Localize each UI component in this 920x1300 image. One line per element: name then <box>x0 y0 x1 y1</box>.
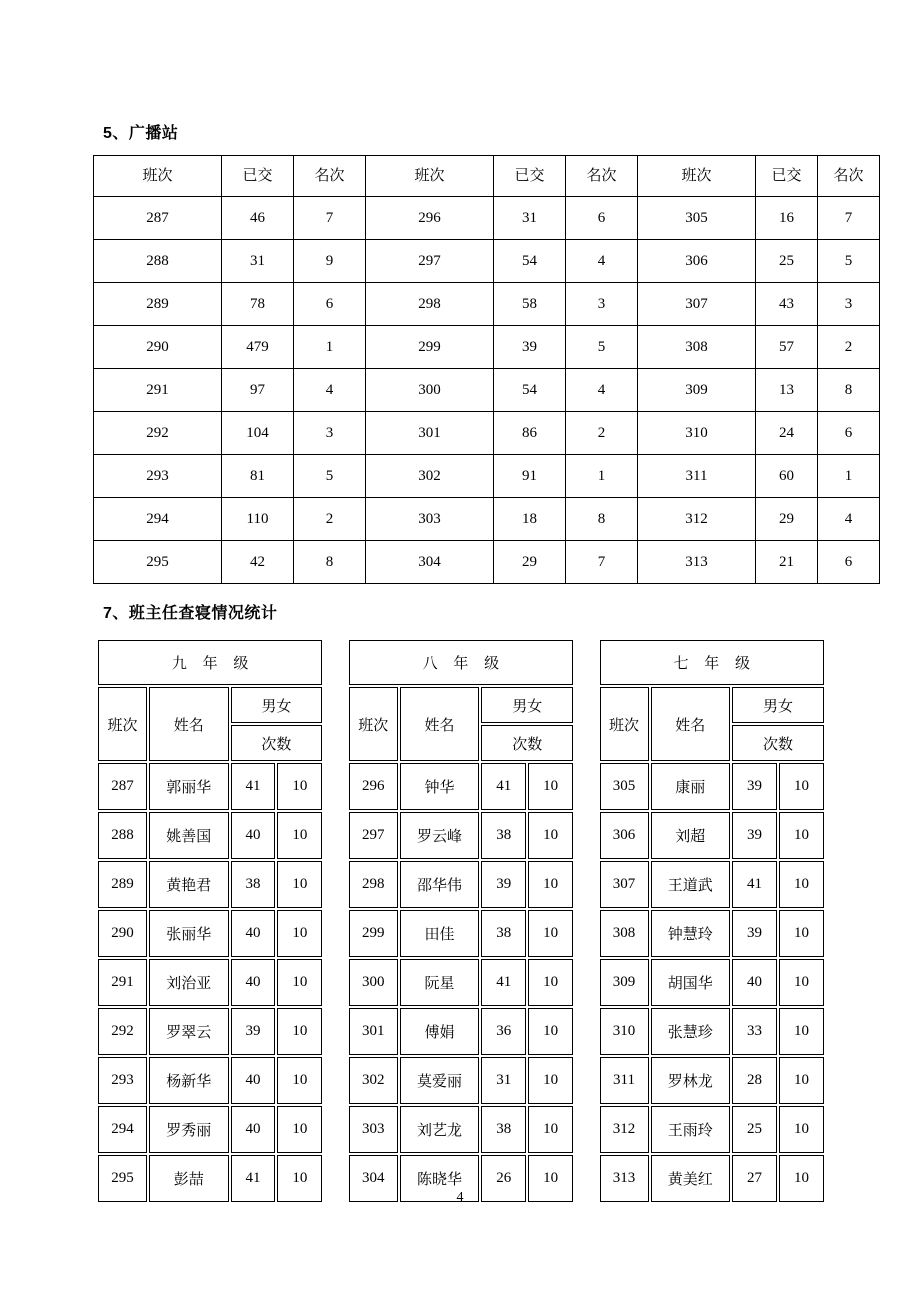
broadcast-cell: 4 <box>566 369 638 412</box>
grade-title: 七 年 级 <box>600 640 824 685</box>
dorm-cell: 39 <box>231 1008 276 1055</box>
dorm-cell: 张丽华 <box>149 910 229 957</box>
dorm-cell: 39 <box>481 861 526 908</box>
broadcast-cell: 1 <box>566 455 638 498</box>
dorm-cell: 305 <box>600 763 649 810</box>
broadcast-cell: 54 <box>494 240 566 283</box>
broadcast-cell: 4 <box>818 498 880 541</box>
dorm-cell: 309 <box>600 959 649 1006</box>
dorm-cell: 40 <box>732 959 777 1006</box>
broadcast-cell: 7 <box>566 541 638 584</box>
broadcast-cell: 6 <box>294 283 366 326</box>
dorm-cell: 罗翠云 <box>149 1008 229 1055</box>
dorm-cell: 10 <box>528 763 573 810</box>
table-row <box>94 541 880 584</box>
dorm-cell: 康丽 <box>651 763 731 810</box>
broadcast-cell: 57 <box>756 326 818 369</box>
table-group-gap <box>575 687 597 761</box>
broadcast-cell: 110 <box>222 498 294 541</box>
broadcast-cell: 7 <box>818 197 880 240</box>
table-group-gap <box>575 1106 597 1153</box>
dorm-cell: 10 <box>779 1008 824 1055</box>
table-group-gap <box>575 812 597 859</box>
header-class-no: 班次 <box>600 687 649 761</box>
header-gender: 男女 <box>231 687 323 723</box>
dorm-cell: 10 <box>528 1106 573 1153</box>
table-row <box>98 910 824 957</box>
dorm-cell: 郭丽华 <box>149 763 229 810</box>
dorm-cell: 彭喆 <box>149 1155 229 1202</box>
table-row <box>94 326 880 369</box>
dorm-cell: 10 <box>779 763 824 810</box>
header-class-no: 班次 <box>349 687 398 761</box>
header-row-primary <box>98 687 824 723</box>
dorm-cell: 田佳 <box>400 910 480 957</box>
dorm-cell: 刘艺龙 <box>400 1106 480 1153</box>
dorm-cell: 38 <box>481 1106 526 1153</box>
dorm-cell: 黄艳君 <box>149 861 229 908</box>
broadcast-cell: 21 <box>756 541 818 584</box>
broadcast-cell: 5 <box>566 326 638 369</box>
table-row <box>98 1106 824 1153</box>
dorm-cell: 31 <box>481 1057 526 1104</box>
dorm-cell: 302 <box>349 1057 398 1104</box>
dorm-cell: 钟慧玲 <box>651 910 731 957</box>
dorm-cell: 陈晓华 <box>400 1155 480 1202</box>
dorm-cell: 40 <box>231 959 276 1006</box>
broadcast-cell: 31 <box>494 197 566 240</box>
dorm-cell: 41 <box>481 959 526 1006</box>
broadcast-cell: 6 <box>818 412 880 455</box>
broadcast-cell: 104 <box>222 412 294 455</box>
dorm-cell: 306 <box>600 812 649 859</box>
table-group-gap <box>324 812 346 859</box>
dorm-cell: 刘治亚 <box>149 959 229 1006</box>
dorm-cell: 张慧珍 <box>651 1008 731 1055</box>
dorm-cell: 10 <box>277 812 322 859</box>
dorm-cell: 10 <box>528 1008 573 1055</box>
dorm-cell: 303 <box>349 1106 398 1153</box>
broadcast-cell: 29 <box>756 498 818 541</box>
broadcast-cell: 293 <box>94 455 222 498</box>
table-row <box>94 240 880 283</box>
dorm-cell: 黄美红 <box>651 1155 731 1202</box>
dorm-cell: 邵华伟 <box>400 861 480 908</box>
broadcast-cell: 297 <box>366 240 494 283</box>
broadcast-cell: 4 <box>566 240 638 283</box>
broadcast-cell: 289 <box>94 283 222 326</box>
broadcast-cell: 290 <box>94 326 222 369</box>
broadcast-col-header: 班次 <box>94 156 222 197</box>
dorm-cell: 10 <box>277 1008 322 1055</box>
dorm-cell: 28 <box>732 1057 777 1104</box>
broadcast-cell: 29 <box>494 541 566 584</box>
table-group-gap <box>324 763 346 810</box>
header-class-no: 班次 <box>98 687 147 761</box>
table-row <box>98 861 824 908</box>
table-group-gap <box>324 640 346 685</box>
broadcast-cell: 16 <box>756 197 818 240</box>
dorm-cell: 290 <box>98 910 147 957</box>
broadcast-cell: 306 <box>638 240 756 283</box>
broadcast-cell: 287 <box>94 197 222 240</box>
table-group-gap <box>575 1057 597 1104</box>
table-group-gap <box>324 1008 346 1055</box>
dorm-cell: 10 <box>277 861 322 908</box>
broadcast-cell: 3 <box>566 283 638 326</box>
header-name: 姓名 <box>149 687 229 761</box>
dorm-cell: 10 <box>779 959 824 1006</box>
table-row <box>94 197 880 240</box>
broadcast-cell: 46 <box>222 197 294 240</box>
header-name: 姓名 <box>400 687 480 761</box>
dorm-cell: 10 <box>277 910 322 957</box>
table-group-gap <box>324 861 346 908</box>
dorm-cell: 罗秀丽 <box>149 1106 229 1153</box>
dorm-cell: 288 <box>98 812 147 859</box>
header-gender: 男女 <box>732 687 824 723</box>
broadcast-cell: 7 <box>294 197 366 240</box>
table-group-gap <box>324 959 346 1006</box>
dorm-cell: 300 <box>349 959 398 1006</box>
broadcast-cell: 43 <box>756 283 818 326</box>
dorm-cell: 阮星 <box>400 959 480 1006</box>
dorm-cell: 10 <box>528 910 573 957</box>
broadcast-cell: 31 <box>222 240 294 283</box>
dorm-cell: 10 <box>779 1057 824 1104</box>
grade-title: 八 年 级 <box>349 640 573 685</box>
broadcast-col-header: 名次 <box>566 156 638 197</box>
broadcast-cell: 300 <box>366 369 494 412</box>
broadcast-cell: 301 <box>366 412 494 455</box>
table-group-gap <box>575 763 597 810</box>
broadcast-cell: 5 <box>294 455 366 498</box>
broadcast-cell: 299 <box>366 326 494 369</box>
table-row <box>98 1008 824 1055</box>
dorm-cell: 钟华 <box>400 763 480 810</box>
dorm-cell: 301 <box>349 1008 398 1055</box>
broadcast-col-header: 班次 <box>638 156 756 197</box>
dorm-cell: 10 <box>277 1057 322 1104</box>
broadcast-cell: 3 <box>294 412 366 455</box>
broadcast-cell: 42 <box>222 541 294 584</box>
broadcast-cell: 8 <box>294 541 366 584</box>
dorm-cell: 10 <box>277 1155 322 1202</box>
broadcast-cell: 8 <box>818 369 880 412</box>
dorm-cell: 10 <box>528 959 573 1006</box>
broadcast-cell: 310 <box>638 412 756 455</box>
section-heading-dorm: 7、班主任查寝情况统计 <box>103 605 278 622</box>
dorm-cell: 291 <box>98 959 147 1006</box>
broadcast-cell: 303 <box>366 498 494 541</box>
table-group-gap <box>324 1057 346 1104</box>
broadcast-cell: 8 <box>566 498 638 541</box>
table-row <box>98 959 824 1006</box>
table-group-gap <box>324 687 346 761</box>
broadcast-col-header: 已交 <box>494 156 566 197</box>
grade-title: 九 年 级 <box>98 640 322 685</box>
dorm-cell: 傅娟 <box>400 1008 480 1055</box>
dorm-cell: 莫爱丽 <box>400 1057 480 1104</box>
broadcast-cell: 308 <box>638 326 756 369</box>
broadcast-cell: 91 <box>494 455 566 498</box>
table-row <box>94 283 880 326</box>
dorm-cell: 313 <box>600 1155 649 1202</box>
broadcast-col-header: 名次 <box>294 156 366 197</box>
dorm-cell: 297 <box>349 812 398 859</box>
dorm-cell: 罗林龙 <box>651 1057 731 1104</box>
table-row <box>94 369 880 412</box>
dorm-cell: 41 <box>231 1155 276 1202</box>
dorm-cell: 38 <box>231 861 276 908</box>
dorm-cell: 26 <box>481 1155 526 1202</box>
page-number: 4 <box>456 1190 464 1205</box>
dorm-cell: 296 <box>349 763 398 810</box>
dorm-cell: 307 <box>600 861 649 908</box>
dorm-cell: 292 <box>98 1008 147 1055</box>
broadcast-cell: 39 <box>494 326 566 369</box>
table-group-gap <box>575 959 597 1006</box>
dorm-cell: 312 <box>600 1106 649 1153</box>
table-row <box>94 498 880 541</box>
dorm-cell: 10 <box>528 1155 573 1202</box>
broadcast-cell: 1 <box>818 455 880 498</box>
dorm-cell: 311 <box>600 1057 649 1104</box>
broadcast-cell: 479 <box>222 326 294 369</box>
dorm-cell: 33 <box>732 1008 777 1055</box>
dorm-cell: 39 <box>732 812 777 859</box>
dorm-cell: 39 <box>732 910 777 957</box>
dorm-cell: 10 <box>779 1106 824 1153</box>
broadcast-cell: 24 <box>756 412 818 455</box>
broadcast-cell: 296 <box>366 197 494 240</box>
table-row <box>98 812 824 859</box>
broadcast-cell: 291 <box>94 369 222 412</box>
broadcast-cell: 295 <box>94 541 222 584</box>
broadcast-col-header: 已交 <box>756 156 818 197</box>
dorm-inspection-table <box>96 638 826 1204</box>
broadcast-cell: 9 <box>294 240 366 283</box>
dorm-cell: 308 <box>600 910 649 957</box>
dorm-cell: 27 <box>732 1155 777 1202</box>
dorm-cell: 41 <box>481 763 526 810</box>
dorm-cell: 40 <box>231 1106 276 1153</box>
header-gender: 男女 <box>481 687 573 723</box>
table-group-gap <box>324 1106 346 1153</box>
dorm-cell: 298 <box>349 861 398 908</box>
broadcast-cell: 294 <box>94 498 222 541</box>
dorm-cell: 10 <box>277 763 322 810</box>
dorm-cell: 289 <box>98 861 147 908</box>
grade-title-row <box>98 640 824 685</box>
broadcast-cell: 4 <box>294 369 366 412</box>
dorm-cell: 294 <box>98 1106 147 1153</box>
broadcast-col-header: 已交 <box>222 156 294 197</box>
table-group-gap <box>575 1008 597 1055</box>
dorm-cell: 287 <box>98 763 147 810</box>
broadcast-cell: 60 <box>756 455 818 498</box>
dorm-cell: 10 <box>779 910 824 957</box>
dorm-cell: 36 <box>481 1008 526 1055</box>
dorm-cell: 杨新华 <box>149 1057 229 1104</box>
broadcast-cell: 288 <box>94 240 222 283</box>
broadcast-cell: 18 <box>494 498 566 541</box>
broadcast-cell: 5 <box>818 240 880 283</box>
table-row <box>94 412 880 455</box>
dorm-cell: 王道武 <box>651 861 731 908</box>
table-row <box>98 763 824 810</box>
header-count: 次数 <box>231 725 323 761</box>
broadcast-col-header: 名次 <box>818 156 880 197</box>
dorm-cell: 295 <box>98 1155 147 1202</box>
table-group-gap <box>575 861 597 908</box>
dorm-cell: 10 <box>779 861 824 908</box>
dorm-cell: 40 <box>231 910 276 957</box>
broadcast-cell: 2 <box>566 412 638 455</box>
broadcast-cell: 2 <box>294 498 366 541</box>
header-count: 次数 <box>481 725 573 761</box>
dorm-cell: 罗云峰 <box>400 812 480 859</box>
broadcast-cell: 298 <box>366 283 494 326</box>
dorm-cell: 299 <box>349 910 398 957</box>
broadcast-cell: 305 <box>638 197 756 240</box>
broadcast-cell: 307 <box>638 283 756 326</box>
dorm-cell: 10 <box>277 1106 322 1153</box>
broadcast-cell: 304 <box>366 541 494 584</box>
broadcast-cell: 2 <box>818 326 880 369</box>
broadcast-cell: 313 <box>638 541 756 584</box>
dorm-cell: 38 <box>481 812 526 859</box>
dorm-cell: 10 <box>528 812 573 859</box>
dorm-cell: 10 <box>528 861 573 908</box>
section-heading-broadcast: 5、广播站 <box>103 125 179 142</box>
dorm-cell: 39 <box>732 763 777 810</box>
dorm-cell: 40 <box>231 812 276 859</box>
dorm-cell: 胡国华 <box>651 959 731 1006</box>
broadcast-cell: 97 <box>222 369 294 412</box>
table-group-gap <box>575 640 597 685</box>
broadcast-cell: 312 <box>638 498 756 541</box>
table-row <box>98 1057 824 1104</box>
dorm-cell: 41 <box>732 861 777 908</box>
broadcast-table <box>93 155 880 584</box>
dorm-cell: 40 <box>231 1057 276 1104</box>
table-group-gap <box>324 910 346 957</box>
broadcast-cell: 54 <box>494 369 566 412</box>
header-count: 次数 <box>732 725 824 761</box>
dorm-cell: 刘超 <box>651 812 731 859</box>
table-header-row <box>94 156 880 197</box>
broadcast-cell: 1 <box>294 326 366 369</box>
dorm-cell: 25 <box>732 1106 777 1153</box>
dorm-cell: 38 <box>481 910 526 957</box>
dorm-cell: 10 <box>779 812 824 859</box>
table-group-gap <box>575 910 597 957</box>
dorm-cell: 10 <box>277 959 322 1006</box>
table-row <box>94 455 880 498</box>
broadcast-cell: 86 <box>494 412 566 455</box>
broadcast-cell: 78 <box>222 283 294 326</box>
broadcast-cell: 309 <box>638 369 756 412</box>
dorm-cell: 王雨玲 <box>651 1106 731 1153</box>
dorm-cell: 10 <box>779 1155 824 1202</box>
broadcast-cell: 6 <box>818 541 880 584</box>
broadcast-cell: 58 <box>494 283 566 326</box>
broadcast-cell: 292 <box>94 412 222 455</box>
dorm-cell: 310 <box>600 1008 649 1055</box>
broadcast-cell: 13 <box>756 369 818 412</box>
broadcast-cell: 311 <box>638 455 756 498</box>
dorm-cell: 41 <box>231 763 276 810</box>
dorm-cell: 293 <box>98 1057 147 1104</box>
broadcast-cell: 25 <box>756 240 818 283</box>
dorm-cell: 10 <box>528 1057 573 1104</box>
broadcast-cell: 81 <box>222 455 294 498</box>
header-name: 姓名 <box>651 687 731 761</box>
dorm-cell: 304 <box>349 1155 398 1202</box>
broadcast-col-header: 班次 <box>366 156 494 197</box>
broadcast-cell: 302 <box>366 455 494 498</box>
dorm-cell: 姚善国 <box>149 812 229 859</box>
broadcast-cell: 6 <box>566 197 638 240</box>
broadcast-cell: 3 <box>818 283 880 326</box>
